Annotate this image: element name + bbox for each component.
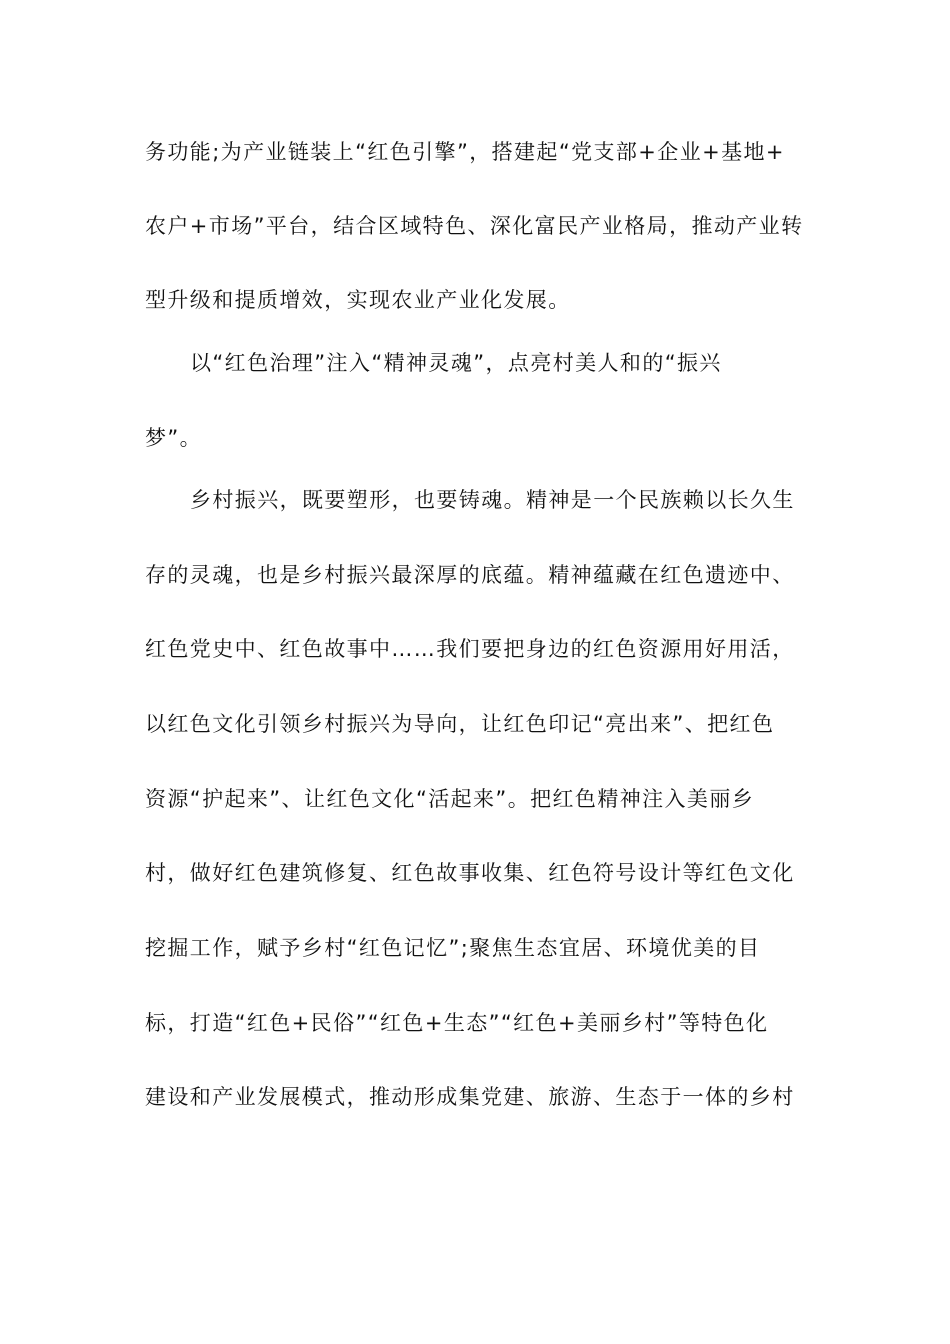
text-line: 资源“护起来”、让红色文化“活起来”。把红色精神注入美丽乡 (145, 787, 755, 811)
heading-line: 以“红色治理”注入“精神灵魂”，点亮村美人和的“振兴 (190, 351, 722, 375)
text-line: 红色党史中、红色故事中……我们要把身边的红色资源用好用活， (145, 637, 795, 661)
text-line: 型升级和提质增效，实现农业产业化发展。 (145, 288, 571, 312)
text-line: 存的灵魂，也是乡村振兴最深厚的底蕴。精神蕴藏在红色遗迹中、 (145, 563, 795, 587)
text-line: 务功能;为产业链装上“红色引擎”，搭建起“党支部+企业+基地+ (145, 140, 785, 164)
text-line: 挖掘工作，赋予乡村“红色记忆”;聚焦生态宜居、环境优美的目 (145, 936, 761, 960)
text-line: 标，打造“红色+民俗”“红色+生态”“红色+美丽乡村”等特色化 (145, 1011, 769, 1035)
text-line: 村，做好红色建筑修复、红色故事收集、红色符号设计等红色文化 (145, 861, 795, 885)
paragraph-first-line: 乡村振兴，既要塑形，也要铸魂。精神是一个民族赖以长久生 (190, 488, 795, 512)
text-line: 建设和产业发展模式，推动形成集党建、旅游、生态于一体的乡村 (145, 1085, 795, 1109)
text-line: 农户+市场”平台，结合区域特色、深化富民产业格局，推动产业转 (145, 214, 804, 238)
text-line: 以红色文化引领乡村振兴为导向，让红色印记“亮出来”、把红色 (145, 712, 775, 736)
heading-line: 梦”。 (145, 426, 203, 450)
